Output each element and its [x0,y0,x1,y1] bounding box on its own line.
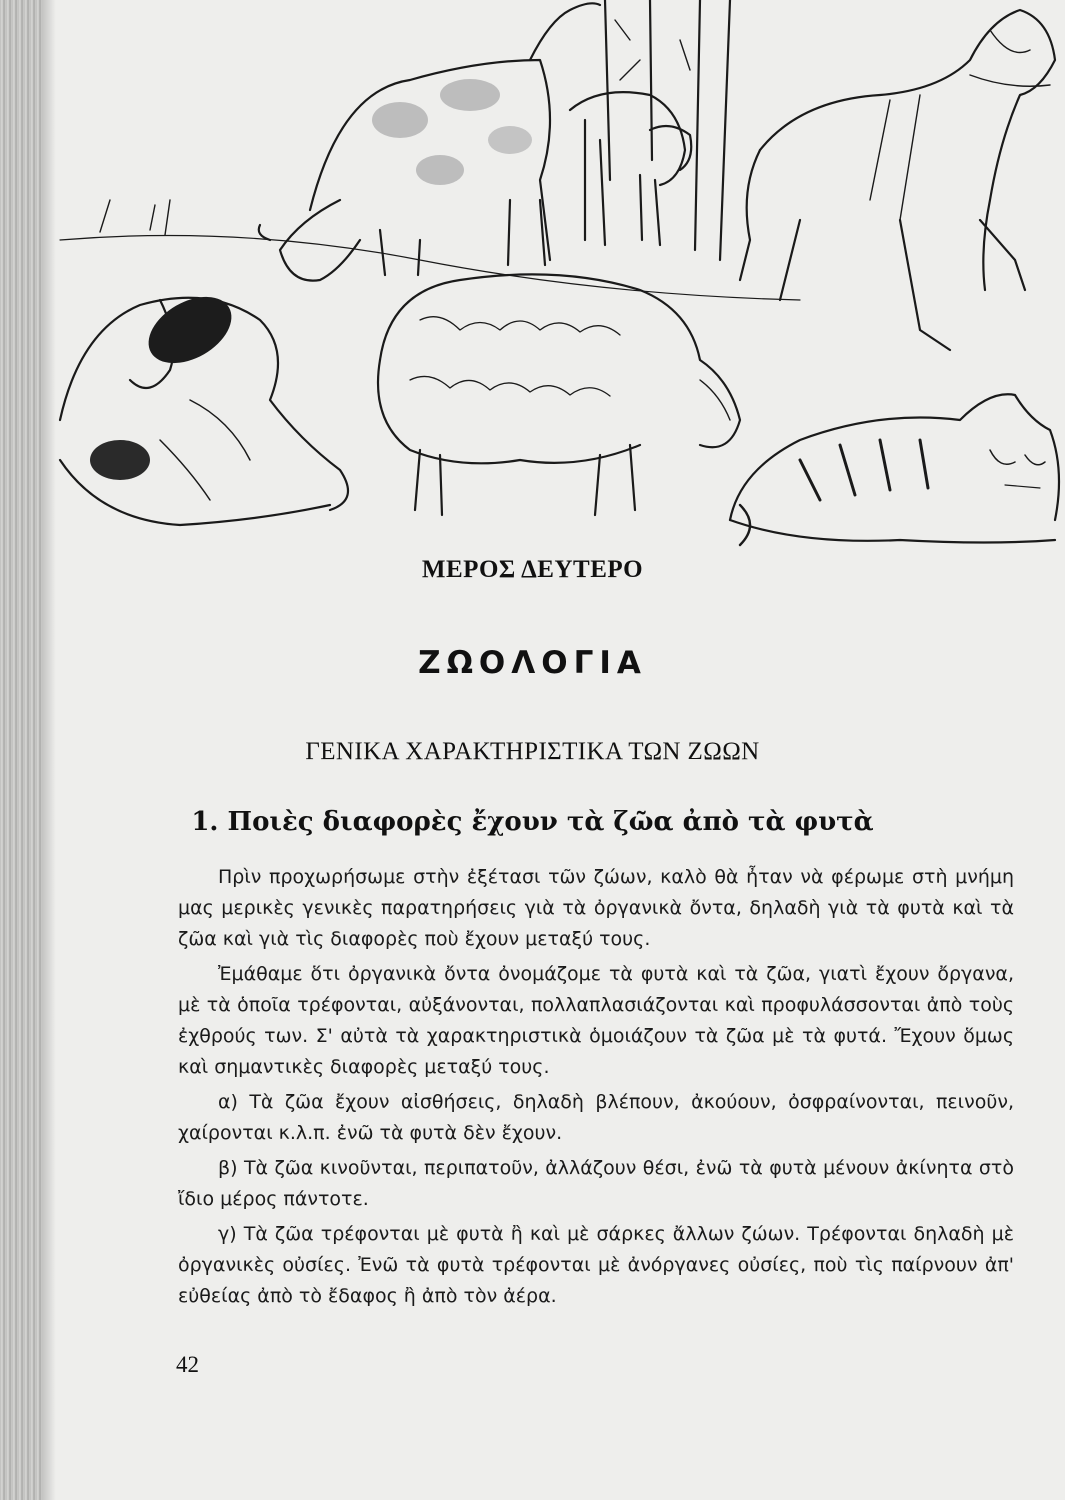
sheep-drawing [378,274,740,515]
paragraph: γ) Τὰ ζῶα τρέφονται μὲ φυτὰ ἢ καὶ μὲ σάρκες ἄλλων ζώων. Τρέφονται δηλαδὴ μὲ ὀργανικὲς οὐσίες. Ἐνῶ τὰ φυτὰ τρέφονται μὲ ἀνόργανες οὐσίες, ποὺ τὶς παίρνουν ἀπ' εὐθείας ἀπὸ τὸ ἔδαφος ἢ ἀπὸ τὸν ἀέρα. [178,1223,1014,1307]
lesson-body [178,862,1014,1316]
paragraph: Ἐμάθαμε ὅτι ὀργανικὰ ὄντα ὀνομάζομε τὰ φυτὰ καὶ τὰ ζῶα, γιατὶ ἔχουν ὄργανα, μὲ τὰ ὁποῖα τρέφονται, αὐξάνονται, πολλαπλασιάζονται καὶ προφυλάσσονται ἀπὸ τοὺς ἐχθρούς των. Σ' αὐτὰ τὰ χαρακτηριστικὰ ὁμοιάζουν τὰ ζῶα μὲ τὰ φυτά. Ἔχουν ὅμως καὶ σημαντικὲς διαφορὲς μεταξύ τους. [178,963,1014,1078]
paragraph: Πρὶν προχωρήσωμε στὴν ἐξέτασι τῶν ζώων, καλὸ θὰ ἦταν νὰ φέρωμε στὴ μνήμη μας μερικὲς γενικὲς παρατηρήσεις γιὰ τὰ ὀργανικὰ ὄντα, δηλαδὴ γιὰ τὰ φυτὰ καὶ τὰ ζῶα καὶ γιὰ τὶς διαφορὲς ποὺ ἔχουν μεταξύ τους. [178,866,1014,950]
page-number: 42 [176,1352,199,1377]
horse-drawing [740,10,1055,350]
subject-title: ΖΩΟΛΟΓΙΑ [418,645,647,681]
lesson-title: 1. Ποιὲς διαφορὲς ἔχουν τὰ ζῶα ἀπὸ τὰ φυτὰ [191,807,874,837]
paragraph: β) Τὰ ζῶα κινοῦνται, περιπατοῦν, ἀλλάζουν θέσι, ἐνῶ τὰ φυτὰ μένουν ἀκίνητα στὸ ἴδιο μέρος πάντοτε. [178,1157,1014,1210]
paragraph: α) Τὰ ζῶα ἔχουν αἰσθήσεις, δηλαδὴ βλέπουν, ἀκούουν, ὀσφραίνονται, πεινοῦν, χαίρονται κ.λ.π. ἐνῶ τὰ φυτὰ δὲν ἔχουν. [178,1091,1014,1144]
cow-drawing [259,3,600,280]
part-heading: ΜΕΡΟΣ ΔΕΥΤΕΡΟ [421,556,644,583]
calf-drawing [570,92,691,245]
farm-animals-illustration [40,0,1065,560]
cat-drawing [730,394,1059,545]
dog-drawing [60,283,348,525]
section-heading: ΓΕΝΙΚΑ ΧΑΡΑΚΤΗΡΙΣΤΙΚΑ ΤΩΝ ΖΩΩΝ [305,738,760,765]
